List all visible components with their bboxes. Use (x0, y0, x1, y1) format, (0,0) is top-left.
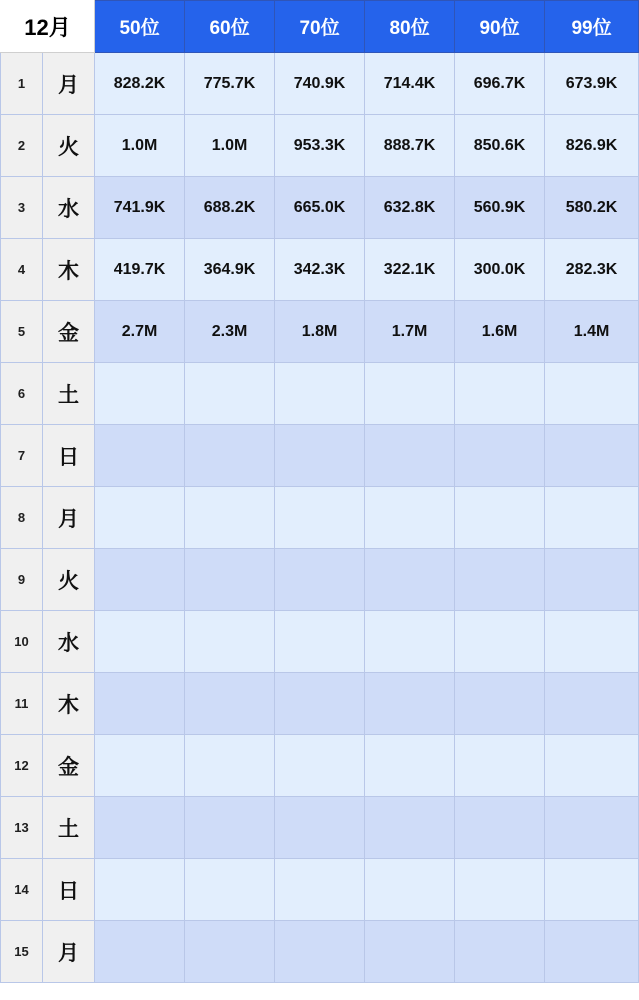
cell-value[interactable] (185, 859, 275, 921)
cell-value[interactable] (95, 859, 185, 921)
cell-value[interactable]: 322.1K (365, 239, 455, 301)
table-row (1, 239, 639, 301)
row-number: 13 (1, 797, 43, 859)
table-row (1, 363, 639, 425)
cell-value[interactable] (455, 859, 545, 921)
cell-value[interactable] (455, 797, 545, 859)
cell-value[interactable] (365, 487, 455, 549)
cell-value[interactable] (455, 363, 545, 425)
cell-value[interactable] (455, 549, 545, 611)
cell-value[interactable]: 2.7M (95, 301, 185, 363)
row-weekday: 月 (43, 921, 95, 983)
cell-value[interactable]: 1.0M (185, 115, 275, 177)
row-weekday: 水 (43, 177, 95, 239)
cell-value[interactable] (365, 425, 455, 487)
cell-value[interactable] (95, 549, 185, 611)
cell-value[interactable]: 560.9K (455, 177, 545, 239)
cell-value[interactable] (185, 549, 275, 611)
column-header-99[interactable]: 99位 (545, 1, 639, 53)
cell-value[interactable] (275, 797, 365, 859)
cell-value[interactable] (275, 921, 365, 983)
cell-value[interactable]: 740.9K (275, 53, 365, 115)
cell-value[interactable] (365, 611, 455, 673)
row-weekday: 金 (43, 301, 95, 363)
cell-value[interactable]: 665.0K (275, 177, 365, 239)
table-header (1, 1, 639, 53)
cell-value[interactable]: 580.2K (545, 177, 639, 239)
cell-value[interactable] (95, 611, 185, 673)
column-header-70[interactable]: 70位 (275, 1, 365, 53)
table-row (1, 549, 639, 611)
cell-value[interactable] (95, 735, 185, 797)
row-weekday: 水 (43, 611, 95, 673)
row-weekday: 火 (43, 549, 95, 611)
cell-value[interactable] (365, 921, 455, 983)
cell-value[interactable] (365, 797, 455, 859)
table-row (1, 53, 639, 115)
cell-value[interactable] (275, 363, 365, 425)
table-row (1, 301, 639, 363)
cell-value[interactable]: 741.9K (95, 177, 185, 239)
cell-value[interactable] (185, 735, 275, 797)
cell-value[interactable] (545, 859, 639, 921)
cell-value[interactable] (95, 673, 185, 735)
cell-value[interactable]: 1.7M (365, 301, 455, 363)
row-number: 6 (1, 363, 43, 425)
cell-value[interactable] (455, 487, 545, 549)
table-body (1, 53, 639, 983)
table-row (1, 797, 639, 859)
row-weekday: 火 (43, 115, 95, 177)
row-number: 14 (1, 859, 43, 921)
cell-value[interactable] (545, 611, 639, 673)
cell-value[interactable]: 775.7K (185, 53, 275, 115)
cell-value[interactable] (365, 549, 455, 611)
row-weekday: 木 (43, 673, 95, 735)
row-number: 7 (1, 425, 43, 487)
cell-value[interactable] (455, 611, 545, 673)
cell-value[interactable]: 342.3K (275, 239, 365, 301)
row-number: 11 (1, 673, 43, 735)
cell-value[interactable] (275, 859, 365, 921)
row-weekday: 日 (43, 859, 95, 921)
cell-value[interactable] (455, 673, 545, 735)
cell-value[interactable]: 364.9K (185, 239, 275, 301)
cell-value[interactable] (365, 859, 455, 921)
cell-value[interactable] (275, 549, 365, 611)
cell-value[interactable] (95, 425, 185, 487)
row-number: 2 (1, 115, 43, 177)
table-row (1, 115, 639, 177)
row-number: 15 (1, 921, 43, 983)
row-weekday: 日 (43, 425, 95, 487)
cell-value[interactable] (455, 735, 545, 797)
cell-value[interactable] (545, 425, 639, 487)
cell-value[interactable] (545, 487, 639, 549)
cell-value[interactable]: 1.6M (455, 301, 545, 363)
cell-value[interactable]: 688.2K (185, 177, 275, 239)
cell-value[interactable] (275, 673, 365, 735)
cell-value[interactable]: 953.3K (275, 115, 365, 177)
cell-value[interactable]: 826.9K (545, 115, 639, 177)
cell-value[interactable] (185, 673, 275, 735)
table-row (1, 859, 639, 921)
table-row (1, 735, 639, 797)
cell-value[interactable] (545, 735, 639, 797)
cell-value[interactable] (365, 735, 455, 797)
row-number: 9 (1, 549, 43, 611)
cell-value[interactable]: 828.2K (95, 53, 185, 115)
cell-value[interactable]: 714.4K (365, 53, 455, 115)
cell-value[interactable] (275, 425, 365, 487)
cell-value[interactable] (185, 363, 275, 425)
cell-value[interactable] (545, 921, 639, 983)
cell-value[interactable] (455, 425, 545, 487)
cell-value[interactable] (545, 673, 639, 735)
row-number: 1 (1, 53, 43, 115)
cell-value[interactable] (275, 611, 365, 673)
table-row (1, 673, 639, 735)
cell-value[interactable] (365, 673, 455, 735)
column-header-90[interactable]: 90位 (455, 1, 545, 53)
cell-value[interactable] (545, 363, 639, 425)
cell-value[interactable]: 632.8K (365, 177, 455, 239)
table-row (1, 177, 639, 239)
table-row (1, 487, 639, 549)
row-weekday: 金 (43, 735, 95, 797)
row-weekday: 月 (43, 53, 95, 115)
cell-value[interactable] (185, 611, 275, 673)
column-header-50[interactable]: 50位 (95, 1, 185, 53)
cell-value[interactable] (365, 363, 455, 425)
row-weekday: 土 (43, 363, 95, 425)
cell-value[interactable] (95, 487, 185, 549)
cell-value[interactable] (455, 921, 545, 983)
row-weekday: 土 (43, 797, 95, 859)
cell-value[interactable]: 282.3K (545, 239, 639, 301)
cell-value[interactable] (545, 549, 639, 611)
cell-value[interactable]: 1.0M (95, 115, 185, 177)
row-number: 3 (1, 177, 43, 239)
row-number: 10 (1, 611, 43, 673)
row-weekday: 月 (43, 487, 95, 549)
cell-value[interactable] (95, 921, 185, 983)
cell-value[interactable] (95, 363, 185, 425)
cell-value[interactable]: 850.6K (455, 115, 545, 177)
cell-value[interactable] (275, 735, 365, 797)
row-number: 12 (1, 735, 43, 797)
cell-value[interactable]: 2.3M (185, 301, 275, 363)
row-weekday: 木 (43, 239, 95, 301)
row-number: 8 (1, 487, 43, 549)
cell-value[interactable]: 696.7K (455, 53, 545, 115)
row-number: 5 (1, 301, 43, 363)
cell-value[interactable]: 673.9K (545, 53, 639, 115)
cell-value[interactable] (185, 921, 275, 983)
cell-value[interactable]: 419.7K (95, 239, 185, 301)
cell-value[interactable] (545, 797, 639, 859)
table-row (1, 611, 639, 673)
column-header-60[interactable]: 60位 (185, 1, 275, 53)
table-row (1, 425, 639, 487)
cell-value[interactable] (185, 797, 275, 859)
cell-value[interactable] (95, 797, 185, 859)
column-header-80[interactable]: 80位 (365, 1, 455, 53)
cell-value[interactable] (275, 487, 365, 549)
cell-value[interactable] (185, 425, 275, 487)
table-row (1, 921, 639, 983)
cell-value[interactable]: 300.0K (455, 239, 545, 301)
month-label: 12月 (1, 1, 95, 53)
row-number: 4 (1, 239, 43, 301)
cell-value[interactable]: 888.7K (365, 115, 455, 177)
cell-value[interactable]: 1.8M (275, 301, 365, 363)
cell-value[interactable]: 1.4M (545, 301, 639, 363)
cell-value[interactable] (185, 487, 275, 549)
